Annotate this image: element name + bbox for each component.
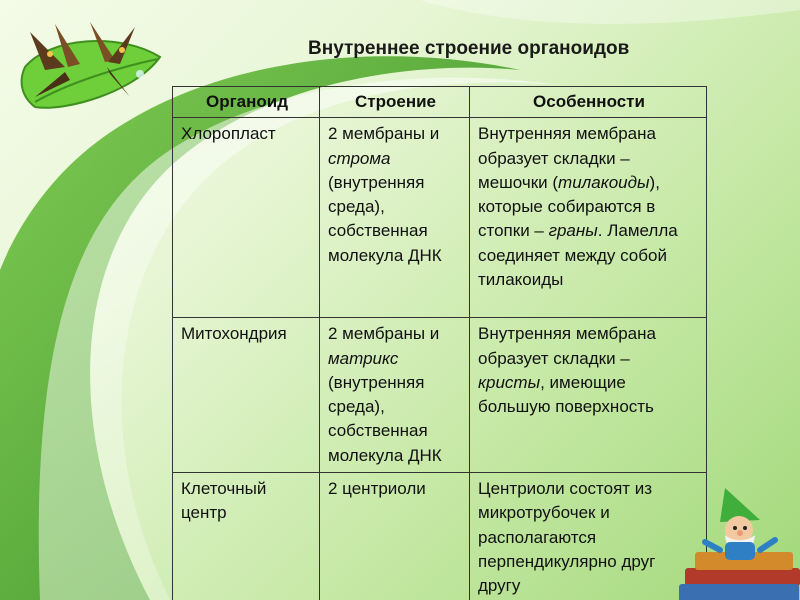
cell-organelle-name: Клеточный центр (173, 473, 320, 600)
text-fragment: (внутренняя среда), собственная молекула ДНК (328, 172, 442, 265)
table-row (173, 118, 707, 318)
italic-term: матрикс (328, 348, 399, 368)
table-row (173, 473, 707, 600)
table-row (173, 318, 707, 473)
cell-structure (320, 318, 470, 473)
italic-term: тилакоиды (558, 172, 650, 192)
butterflies-image (10, 12, 185, 132)
cell-organelle-name: Хлоропласт (173, 118, 320, 318)
cell-features (470, 318, 707, 473)
gnome-image (665, 480, 800, 600)
text-fragment: (внутренняя среда), собственная молекула ДНК (328, 372, 442, 465)
column-header-structure: Строение (320, 87, 470, 118)
column-header-organelle: Органоид (173, 87, 320, 118)
italic-term: кристы (478, 372, 541, 392)
text-fragment: 2 центриоли (328, 479, 426, 499)
text-fragment: . Ламелла соединяет между собой тилакоиды (478, 221, 678, 290)
text-fragment: 2 мембраны и (328, 324, 440, 344)
cell-structure (320, 473, 470, 600)
cell-structure (320, 118, 470, 318)
text-fragment: , имеющие большую поверхность (478, 372, 654, 417)
italic-term: строма (328, 148, 391, 168)
page-title: Внутреннее строение органоидов (308, 38, 630, 59)
column-header-features: Особенности (470, 87, 707, 118)
cell-features (470, 118, 707, 318)
text-fragment: Внутренняя мембрана образует складки – мешочки ( (478, 124, 656, 192)
text-fragment: ), которые собираются в стопки – (478, 172, 660, 241)
italic-term: граны (548, 221, 598, 241)
cell-organelle-name: Митохондрия (173, 318, 320, 473)
table-header-row (173, 87, 707, 118)
organelles-table (172, 86, 707, 600)
text-fragment: Центриоли состоят из микротрубочек и располагаются перпендикулярно друг другу (478, 479, 656, 596)
text-fragment: 2 мембраны и (328, 124, 440, 144)
text-fragment: Внутренняя мембрана образует складки – (478, 324, 656, 368)
